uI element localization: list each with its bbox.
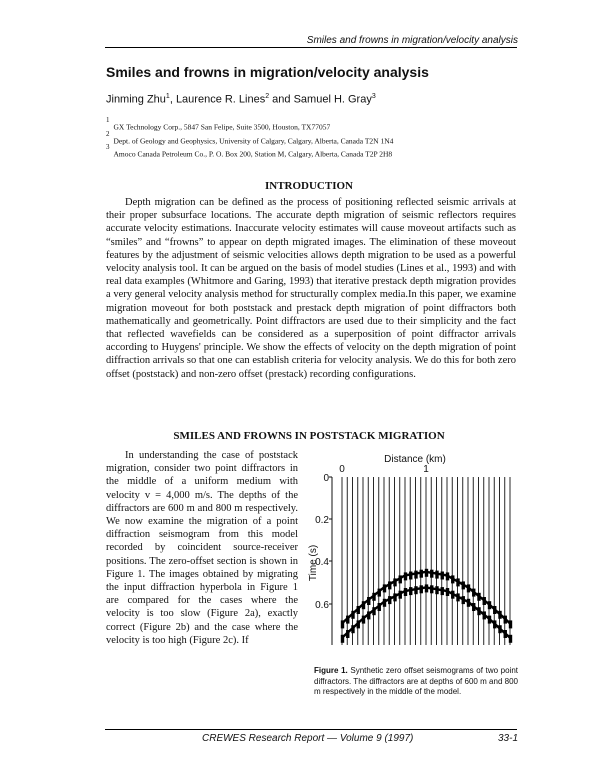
figure-1-caption-text: Synthetic zero offset seismograms of two point diffractors. The diffractors are at depths of 600 m and 800 m respectively in the middle of the model. — [314, 666, 519, 696]
header-rule — [105, 47, 517, 48]
affiliation-1 — [106, 116, 331, 132]
affiliation-1-num: 1 — [106, 116, 110, 124]
page-number: 33-1 — [497, 733, 518, 744]
seismic-traces — [341, 477, 512, 645]
footer-report-title: CREWES Research Report — Volume 9 (1997) — [202, 733, 414, 744]
author-2: , Laurence R. Lines — [169, 93, 266, 106]
affiliation-2 — [106, 130, 394, 146]
x-tick-label-1: 1 — [423, 464, 429, 475]
affiliation-2-text: Dept. of Geology and Geophysics, University of Calgary, Calgary, Alberta, Canada T2N 1N4 — [113, 136, 394, 146]
y-tick-label-1: 0.2 — [315, 515, 329, 526]
affiliation-3 — [106, 143, 393, 159]
y-tick-label-3: 0.6 — [315, 600, 329, 611]
affiliation-3-num: 3 — [106, 143, 110, 151]
affiliation-3-text: Amoco Canada Petroleum Co., P. O. Box 200, Station M, Calgary, Alberta, Canada T2P 2H8 — [113, 149, 393, 159]
x-axis-label: Distance (km) — [384, 454, 446, 465]
intro-paragraph: Depth migration can be defined as the process of positioning reflected seismic arrivals at their proper subsurface locations. The accurate depth migration of seismic reflectors requires accurate velocity estimations. Inaccurate velocity estimates will cause moveout artifacts such as “smiles” and “frowns” to appear on depth migrated images. The elimination of these moveout features by the adjustment of seismic velocities allows depth migration to be used as a powerful velocity analysis tool. It can be argued on the basis of model studies (Lines et al., 1993) and with real data examples (Whitmore and Garing, 1993) that iterative prestack depth migration provides a very general velocity analysis method for structurally complex media.In this paper, we examine migration moveout for both poststack and prestack depth migration of point diffractors both mathematically and geometrically. Point diffractors are used due to their simplicity and the fact that reflected wavefields can be considered as a superposition of point diffractor arrivals according to Huygens' principle. We show the effects of velocity on the depth migration of point diffraction arrivals so that one can establish criteria for velocity analysis. We do this for both zero offset (poststack) and non-zero offset (prestack) recording configurations. — [106, 197, 516, 380]
running-header: Smiles and frowns in migration/velocity analysis — [306, 35, 518, 46]
affiliation-1-text: GX Technology Corp., 5847 San Felipe, Suite 3500, Houston, TX77057 — [113, 122, 331, 132]
author-2-marker: 2 — [265, 93, 270, 100]
y-tick-label-2: 0.4 — [315, 557, 329, 568]
figure-1-caption — [314, 666, 518, 698]
poststack-paragraph: In understanding the case of poststack migration, consider two point diffractors in the middle of a uniform medium with velocity v = 4,000 m/s. The depths of the diffractors are 600 m and 800 m respectively. We now examine the migration of a point diffraction seismogram from this model recorded by coincident source-receiver positions. The zero-offset section is shown in Figure 1. The images obtained by migrating the input diffraction hyperbola in Figure 1 are compared for the cases where the velocity is too slow (Figure 2a), exactly correct (Figure 2b) and the case where the velocity is too high (Figure 2c). If — [106, 450, 298, 646]
author-3-marker: 3 — [371, 93, 376, 100]
footer-rule — [105, 729, 517, 730]
affiliation-2-num: 2 — [106, 130, 110, 138]
section-heading-poststack: SMILES AND FROWNS IN POSTSTACK MIGRATION — [173, 430, 445, 442]
author-1: Jinming Zhu — [106, 93, 166, 106]
intro-heading: INTRODUCTION — [264, 180, 353, 192]
y-axis-label: Time (s) — [308, 544, 319, 582]
author-1-marker: 1 — [165, 93, 170, 100]
author-3: and Samuel H. Gray — [269, 93, 372, 106]
x-tick-label-0: 0 — [339, 464, 345, 475]
figure-1-label: Figure 1. — [314, 666, 348, 675]
paper-title: Smiles and frowns in migration/velocity analysis — [106, 64, 429, 80]
figure-1-seismogram — [302, 453, 524, 645]
y-tick-label-0: 0 — [323, 473, 329, 484]
author-list — [106, 93, 376, 106]
